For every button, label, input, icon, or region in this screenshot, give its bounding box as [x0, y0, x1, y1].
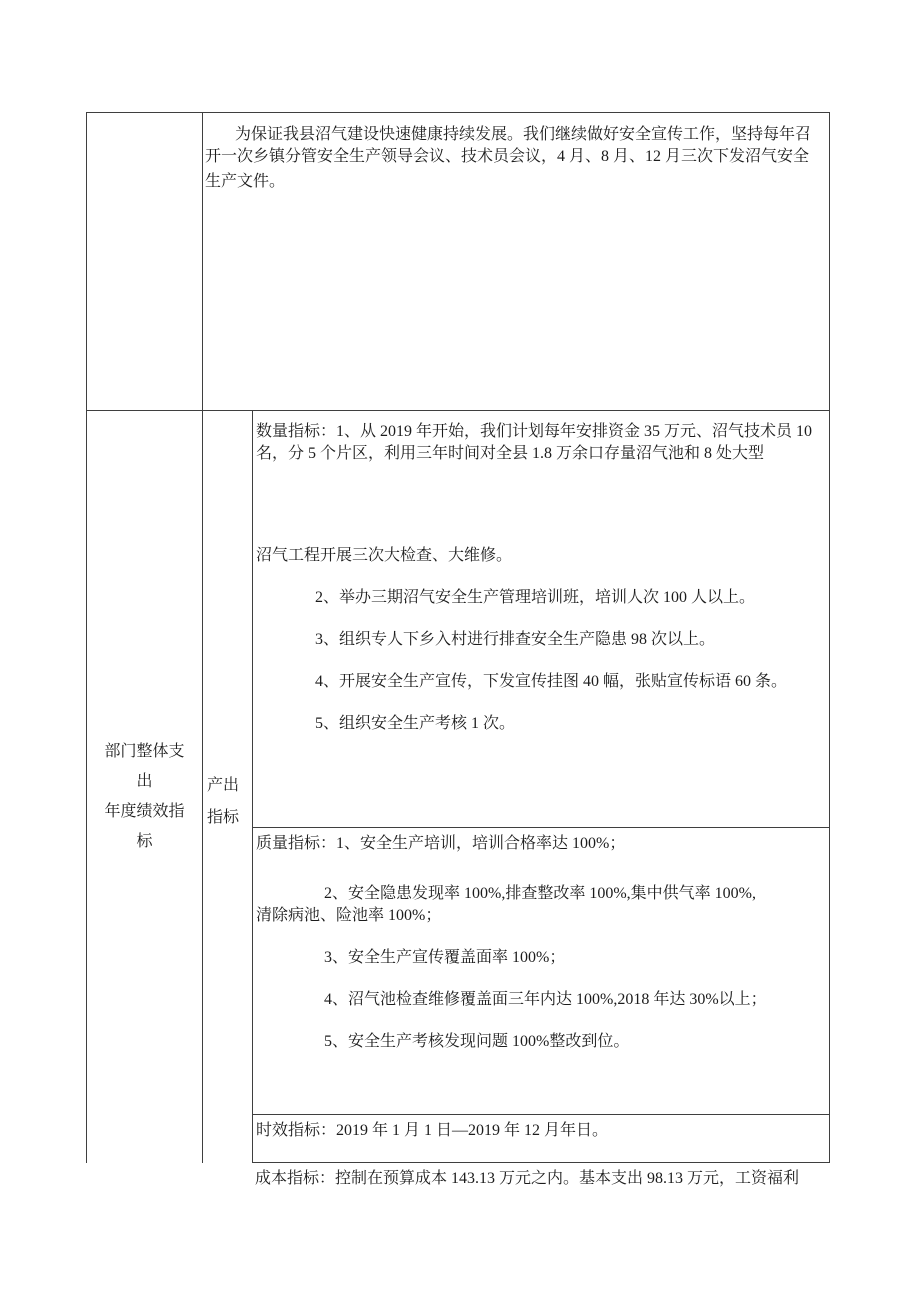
text-line: 4、开展安全生产宣传，下发宣传挂图 40 幅，张贴宣传标语 60 条。 — [315, 673, 788, 690]
text-line: 5、组织安全生产考核 1 次。 — [315, 715, 516, 732]
text-line: 名，分 5 个片区，利用三年时间对全县 1.8 万余口存量沼气池和 8 处大型 — [256, 445, 765, 462]
text-line: 3、安全生产宣传覆盖面率 100%； — [324, 949, 566, 966]
text-line: 质量指标：1、安全生产培训，培训合格率达 100%； — [256, 835, 626, 852]
row-label-line-1: 部门整体支出 — [104, 742, 185, 790]
time-indicator-cell — [253, 1115, 827, 1161]
text-line: 4、沼气池检查维修覆盖面三年内达 100%,2018 年达 30%以上； — [324, 991, 767, 1008]
text-line: 5、安全生产考核发现问题 100%整改到位。 — [324, 1033, 630, 1050]
table-border-right — [829, 112, 830, 1163]
row-label-cell — [87, 411, 202, 1162]
text-line: 开一次乡镇分管安全生产领导会议、技术员会议，4 月、8 月、12 月三次下发沼气安全 — [205, 148, 810, 165]
text-line: 为保证我县沼气建设快速健康持续发展。我们继续做好安全宣传工作，坚持每年召 — [235, 126, 812, 143]
text-line: 沼气工程开展三次大检查、大维修。 — [256, 547, 513, 564]
row-label-line-2: 年度绩效指标 — [104, 802, 185, 850]
quality-indicator-cell — [253, 828, 827, 1113]
text-line: 2、安全隐患发现率 100%,排查整改率 100%,集中供气率 100%, — [324, 885, 756, 902]
text-line: 数量指标：1、从 2019 年开始，我们计划每年安排资金 35 万元、沼气技术员 10 — [256, 423, 813, 440]
intro-paragraph-cell — [203, 113, 828, 409]
cost-indicator-overflow-text: 成本指标：控制在预算成本 143.13 万元之内。基本支出 98.13 万元，工资福利 — [255, 1170, 800, 1187]
output-indicator-label: 产出指标 — [207, 776, 240, 826]
text-line: 生产文件。 — [205, 173, 286, 190]
quantity-indicator-cell — [253, 411, 827, 826]
text-line: 时效指标：2019 年 1 月 1 日—2019 年 12 月年日。 — [256, 1122, 609, 1139]
row-border-time-bottom — [252, 1162, 830, 1163]
text-line: 清除病池、险池率 100%； — [256, 907, 442, 924]
text-line: 2、举办三期沼气安全生产管理培训班，培训人次 100 人以上。 — [315, 589, 756, 606]
output-indicator-label-cell — [203, 411, 251, 1162]
text-line: 3、组织专人下乡入村进行排查安全生产隐患 98 次以上。 — [315, 631, 716, 648]
